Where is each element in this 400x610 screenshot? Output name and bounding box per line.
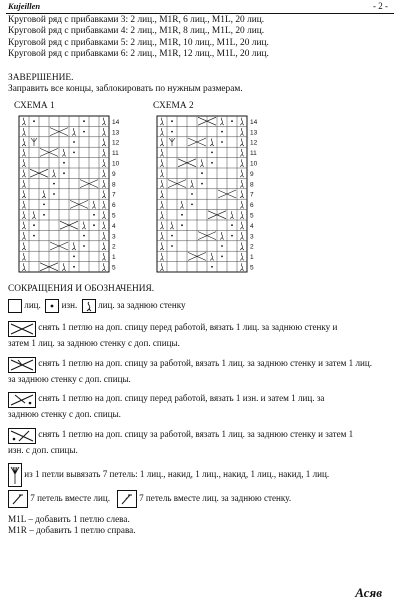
- purl-stitch-mark: [181, 214, 183, 216]
- purl-label: изн.: [61, 300, 78, 311]
- scheme-1-title: СХЕМА 1: [14, 101, 55, 111]
- purl-stitch-mark: [231, 224, 233, 226]
- purl-stitch-mark: [83, 120, 85, 122]
- knit-tbl-label: лиц. за заднюю стенку: [98, 300, 186, 311]
- purl-stitch-mark: [171, 120, 173, 122]
- purl-stitch-mark: [221, 256, 223, 258]
- chart-row-number: 2: [112, 243, 116, 251]
- chart-row-number: 12: [112, 139, 120, 147]
- round-line: Круговой ряд с прибавками 3: 2 лиц., M1R, 6 лиц., M1L, 20 лиц.: [8, 15, 265, 25]
- purl-stitch-mark: [171, 235, 173, 237]
- chart-row-number: 7: [112, 191, 116, 199]
- chart-row-number: 1: [250, 254, 254, 262]
- purl-stitch-mark: [53, 193, 55, 195]
- chart-grid: [19, 116, 109, 272]
- chart-row-number: 13: [112, 129, 120, 137]
- purl-stitch-mark: [33, 224, 35, 226]
- purl-stitch-mark: [231, 120, 233, 122]
- purl-stitch-mark: [43, 214, 45, 216]
- purl-symbol: [45, 299, 59, 313]
- round-line: Круговой ряд с прибавками 4: 2 лиц., M1R, 8 лиц., M1L, 20 лиц.: [8, 26, 265, 37]
- dec-7-symbol: [8, 490, 28, 508]
- knit-tbl-symbol: [82, 299, 96, 313]
- legend-basic: [8, 299, 388, 313]
- purl-stitch-mark: [171, 131, 173, 133]
- cross-purl-back-symbol: [8, 428, 36, 444]
- dec-7-tbl-text: 7 петель вместе лиц. за заднюю стенку.: [139, 493, 292, 504]
- purl-stitch-mark: [83, 235, 85, 237]
- m1l-definition: M1L – добавить 1 петлю слева.: [8, 514, 130, 524]
- chart-row-number: 11: [250, 150, 257, 158]
- chart-row-number: 7: [250, 191, 254, 199]
- purl-stitch-mark: [83, 245, 85, 247]
- purl-stitch-mark: [63, 172, 65, 174]
- chart-row-number: 13: [250, 129, 258, 137]
- chart-row-number: 8: [250, 181, 254, 189]
- purl-stitch-mark: [221, 131, 223, 133]
- purl-stitch-mark: [33, 120, 35, 122]
- legend-bobble: [8, 463, 388, 487]
- abbreviations-title: СОКРАЩЕНИЯ И ОБОЗНАЧЕНИЯ.: [8, 284, 155, 294]
- round-instructions: [8, 15, 269, 61]
- chart-row-number: 10: [250, 160, 258, 168]
- dec-7-text: 7 петель вместе лиц.: [30, 493, 110, 504]
- cross-1-text-a: снять 1 петлю на доп. спицу перед работой, вязать 1 лиц. за заднюю стенку и: [38, 322, 338, 332]
- purl-stitch-mark: [231, 235, 233, 237]
- cross-2-text-a: снять 1 петлю на доп. спицу за работой, вязать 1 лиц. за заднюю стенку и затем 1 лиц.: [38, 358, 373, 368]
- cross-left-tbl-symbol: [8, 357, 36, 373]
- scheme-2-chart: [156, 115, 266, 277]
- chart-row-number: 8: [112, 181, 116, 189]
- cross-3-text-a: снять 1 петлю на доп. спицу перед работой, вязать 1 изн. и затем 1 лиц. за: [38, 393, 325, 403]
- purl-stitch-mark: [211, 266, 213, 268]
- cross-4-text-b: изн. с доп. спицы.: [8, 445, 78, 455]
- knit-symbol: [8, 299, 22, 313]
- scheme-1-chart: [18, 115, 128, 277]
- chart-row-number: 3: [250, 233, 254, 241]
- purl-stitch-mark: [221, 245, 223, 247]
- cross-3-text-b: заднюю стенку с доп. спицы.: [8, 409, 121, 419]
- purl-stitch-mark: [73, 152, 75, 154]
- chart-row-number: 5: [250, 212, 254, 220]
- cross-4-text-a: снять 1 петлю на доп. спицу за работой, вязать 1 лиц. за заднюю стенку и затем 1: [38, 429, 354, 439]
- purl-stitch-mark: [93, 214, 95, 216]
- signature: Асяв: [355, 585, 382, 600]
- purl-stitch-mark: [73, 141, 75, 143]
- purl-stitch-mark: [211, 152, 213, 154]
- legend-cross-4: [8, 428, 388, 456]
- chart-row-number: 5: [112, 212, 116, 220]
- purl-stitch-mark: [171, 245, 173, 247]
- completion-title: ЗАВЕРШЕНИЕ.: [8, 73, 74, 83]
- cross-1-text-b: затем 1 лиц. за заднюю стенку с доп. спицы.: [8, 338, 180, 348]
- purl-stitch-mark: [201, 172, 203, 174]
- purl-stitch-mark: [191, 204, 193, 206]
- chart-row-number: 14: [250, 118, 258, 126]
- purl-stitch-mark: [211, 162, 213, 164]
- chart-row-number: 6: [250, 202, 254, 210]
- chart-row-number: 4: [250, 222, 254, 230]
- header-divider: [6, 13, 394, 14]
- round-line: Круговой ряд с прибавками 5: 2 лиц., M1R, 10 лиц., M1L, 20 лиц.: [8, 37, 269, 48]
- chart-row-number: 14: [112, 118, 120, 126]
- purl-stitch-mark: [191, 193, 193, 195]
- chart-row-number: 4: [112, 222, 116, 230]
- chart-row-number: 2: [250, 243, 254, 251]
- header-brand: Kujeillen: [8, 1, 41, 11]
- cross-2-text-b: за заднюю стенку с доп. спицы.: [8, 374, 131, 384]
- completion-text: Заправить все концы, заблокировать по нужным размерам.: [8, 84, 243, 94]
- cross-purl-front-symbol: [8, 392, 36, 408]
- chart-row-number: 5: [112, 264, 116, 272]
- chart-grid: [157, 116, 247, 272]
- chart-row-number: 11: [112, 150, 119, 158]
- chart-row-number: 5: [250, 264, 254, 272]
- chart-row-number: 10: [112, 160, 120, 168]
- purl-stitch-mark: [221, 141, 223, 143]
- purl-stitch-mark: [53, 183, 55, 185]
- purl-stitch-mark: [43, 204, 45, 206]
- m1r-definition: M1R – добавить 1 петлю справа.: [8, 525, 136, 535]
- purl-stitch-mark: [33, 235, 35, 237]
- dec-7-tbl-symbol: [117, 490, 137, 508]
- legend-cross-2: [8, 357, 388, 385]
- legend-cross-3: [8, 392, 388, 420]
- chart-row-number: 9: [112, 170, 116, 178]
- page-number: - 2 -: [373, 1, 388, 11]
- purl-stitch-mark: [73, 266, 75, 268]
- round-line: Круговой ряд с прибавками 6: 2 лиц., M1R, 12 лиц., M1L, 20 лиц.: [8, 49, 269, 60]
- cross-right-tbl-symbol: [8, 321, 36, 337]
- purl-stitch-mark: [73, 256, 75, 258]
- legend-cross-1: [8, 321, 388, 349]
- purl-stitch-mark: [63, 162, 65, 164]
- chart-row-number: 9: [250, 170, 254, 178]
- chart-row-number: 3: [112, 233, 116, 241]
- purl-stitch-mark: [93, 224, 95, 226]
- scheme-2-title: СХЕМА 2: [153, 101, 194, 111]
- chart-row-number: 12: [250, 139, 258, 147]
- chart-row-number: 1: [112, 254, 116, 262]
- purl-stitch-mark: [181, 224, 183, 226]
- bobble-symbol: [8, 463, 22, 487]
- legend-decrease: [8, 490, 388, 508]
- purl-stitch-mark: [201, 183, 203, 185]
- chart-row-number: 6: [112, 202, 116, 210]
- purl-stitch-mark: [83, 131, 85, 133]
- bobble-text: из 1 петли вывязать 7 петель: 1 лиц., накид, 1 лиц., накид, 1 лиц., накид, 1 лиц.: [24, 469, 330, 480]
- knit-label: лиц.: [24, 300, 41, 311]
